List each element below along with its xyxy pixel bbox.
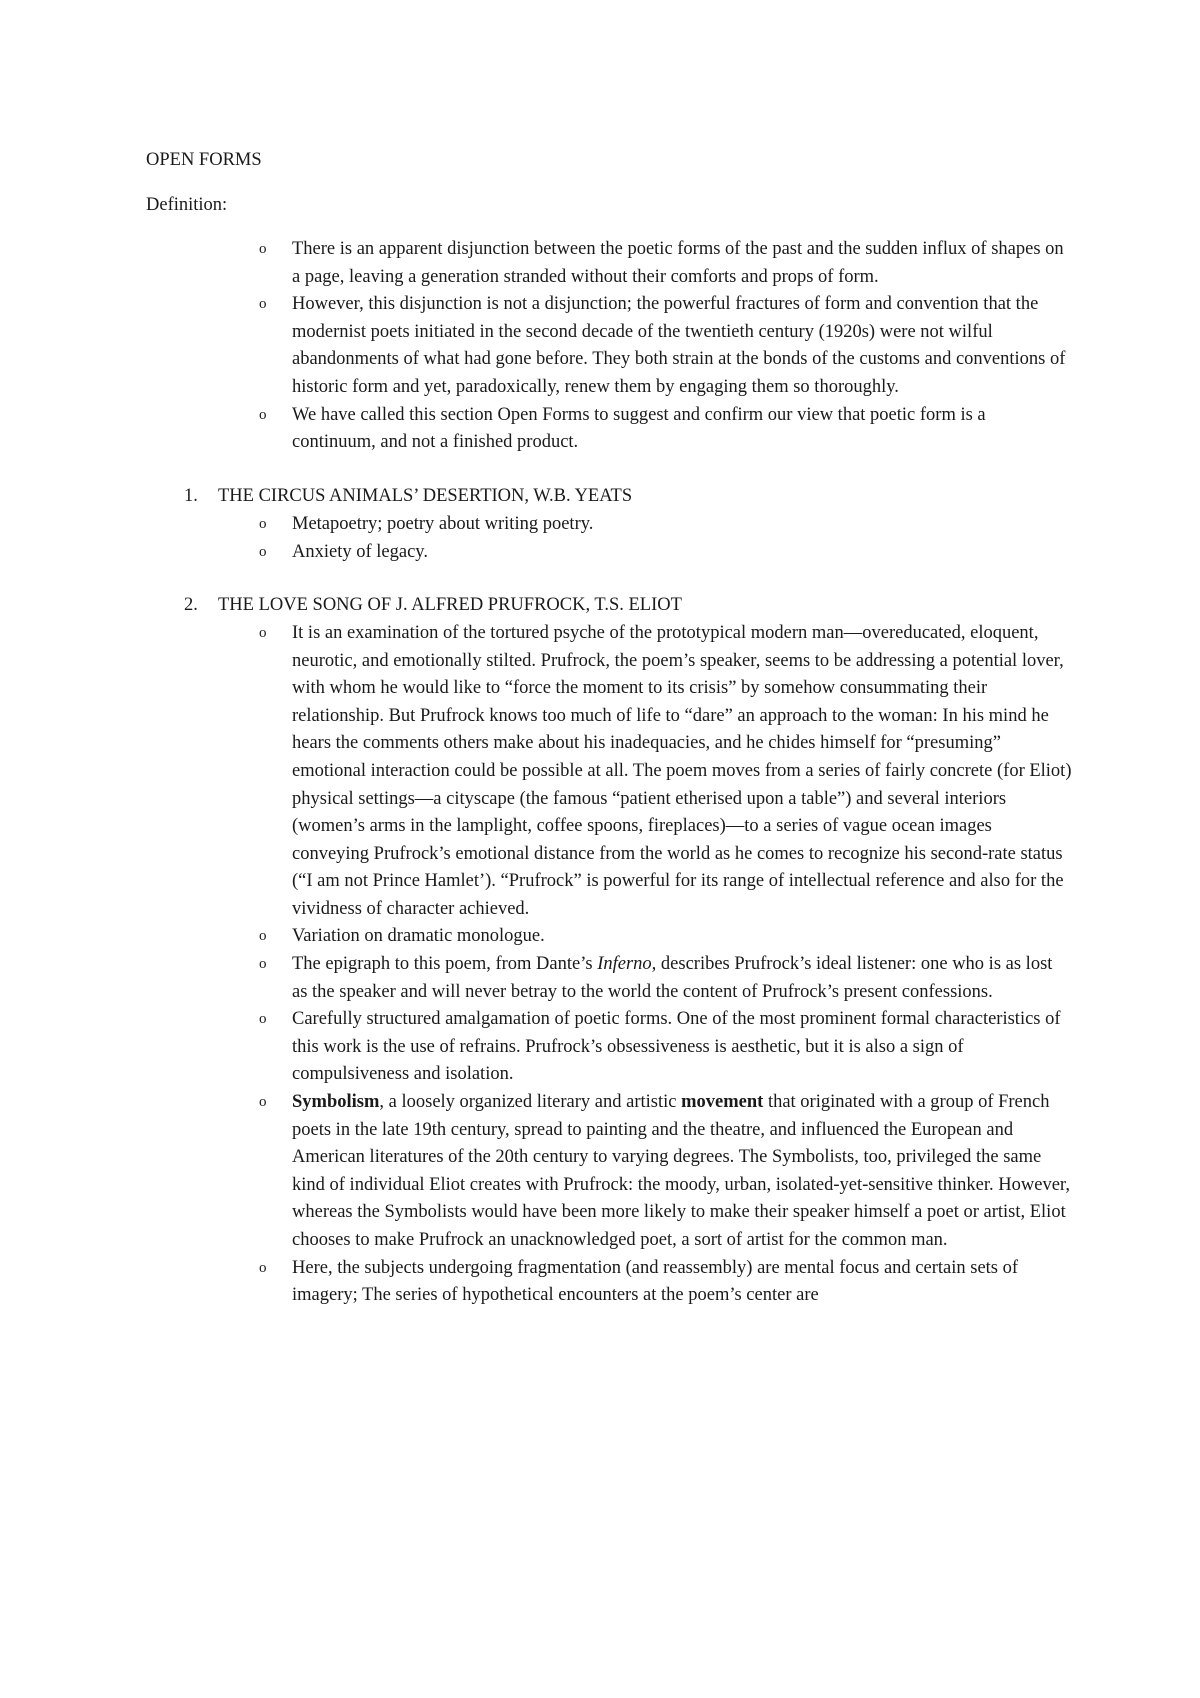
- list-item: [146, 1255, 1072, 1310]
- section-bullet-list: [146, 510, 1066, 566]
- bullet-marker: o: [259, 928, 267, 945]
- bullet-marker: o: [259, 624, 267, 641]
- bullet-text: describes Prufrock’s ideal listener: one who is as lost as the speaker and will never betray to the world the content of Prufrock’s present confessions.: [292, 954, 1053, 1002]
- definition-bullet-list: [146, 236, 1066, 457]
- definition-label: Definition:: [146, 195, 228, 215]
- list-item: [146, 951, 1072, 1006]
- list-item: [146, 510, 1072, 538]
- italic-text: Inferno,: [597, 954, 657, 975]
- document-title: OPEN FORMS: [146, 150, 262, 170]
- section-heading: [146, 592, 1066, 620]
- bullet-text: , a loosely organized literary and artistic: [379, 1092, 682, 1113]
- bullet-text: Carefully structured amalgamation of poetic forms. One of the most prominent formal characteristics of this work is the use of refrains. Prufrock’s obsessiveness is aesthetic, but it is also a sign of compulsiveness and isolation.: [292, 1009, 1061, 1085]
- bullet-marker: o: [259, 956, 267, 973]
- list-item: [146, 538, 1072, 566]
- bullet-text: There is an apparent disjunction between the poetic forms of the past and the sudden influx of shapes on a page, leaving a generation stranded without their comforts and props of form.: [292, 239, 1064, 287]
- section-yeats: [146, 483, 1066, 567]
- list-item: [146, 236, 1072, 291]
- bullet-marker: o: [259, 296, 267, 313]
- list-item: [146, 1006, 1072, 1089]
- bullet-text: It is an examination of the tortured psyche of the prototypical modern man—overeducated, eloquent, neurotic, and emotionally stilted. Prufrock, the poem’s speaker, seems to be addressing a potential lover, with whom he would like to “force the moment to its crisis” by somehow consummating their relationship. But Prufrock knows too much of life to “dare” an approach to the woman: In his mind he hears the comments others make about his inadequacies, and he chides himself for “presuming” emotional interaction could be possible at all. The poem moves from a series of fairly concrete (for Eliot) physical settings—a cityscape (the famous “patient etherised upon a table”) and several interiors (women’s arms in the lamplight, coffee spoons, fireplaces)—to a series of vague ocean images conveying Prufrock’s emotional distance from the world as he comes to recognize his second-rate status (“I am not Prince Hamlet’). “Prufrock” is powerful for its range of intellectual reference and also for the vividness of character achieved.: [292, 622, 1072, 919]
- list-item: [146, 923, 1072, 951]
- bullet-marker: o: [259, 1094, 267, 1111]
- bullet-marker: o: [259, 241, 267, 257]
- document-page: [146, 140, 1072, 1310]
- bullet-text: The epigraph to this poem, from Dante’s: [292, 954, 598, 975]
- bullet-text: Variation on dramatic monologue.: [292, 926, 545, 947]
- section-heading: [146, 483, 1066, 511]
- bullet-text: We have called this section Open Forms to suggest and confirm our view that poetic form is a continuum, and not a finished product.: [292, 404, 986, 453]
- bullet-marker: o: [259, 516, 267, 533]
- section-eliot: [146, 592, 1072, 1309]
- bullet-text: Anxiety of legacy.: [292, 542, 428, 563]
- bullet-text: Metapoetry; poetry about writing poetry.: [292, 514, 594, 535]
- bullet-marker: o: [259, 1011, 267, 1028]
- bullet-text: However, this disjunction is not a disjunction; the powerful fractures of form and convention that the modernist poets initiated in the second decade of the twentieth century (1920s) were not wilful abandonments of what had gone before. They both strain at the bonds of the customs and conventions of historic form and yet, paradoxically, renew them by engaging them so thoroughly.: [292, 294, 1066, 397]
- bullet-marker: o: [259, 406, 267, 423]
- section-bullet-list: [146, 620, 1072, 1310]
- list-item: [146, 402, 1072, 457]
- bullet-text: that originated with a group of French poets in the late 19th century, spread to painting and the theatre, and influenced the European and American literatures of the 20th century to varying degrees. The Symbolists, too, privileged the same kind of individual Eliot creates with Prufrock: the moody, urban, isolated-yet-sensitive thinker. However, whereas the Symbolists would have been more likely to make their speaker himself a poet or artist, Eliot chooses to make Prufrock an unacknowledged poet, a sort of artist for the common man.: [292, 1092, 1070, 1250]
- list-item: [146, 291, 1072, 401]
- list-item: [146, 1089, 1072, 1255]
- bullet-marker: o: [259, 544, 267, 561]
- bullet-text: Here, the subjects undergoing fragmentation (and reassembly) are mental focus and certain sets of imagery; The series of hypothetical encounters at the poem’s center are: [292, 1257, 1019, 1306]
- section-title: THE LOVE SONG OF J. ALFRED PRUFROCK, T.S. ELIOT: [218, 595, 682, 616]
- list-item: [146, 620, 1072, 924]
- bullet-marker: o: [259, 1259, 267, 1276]
- section-number: 1.: [184, 485, 198, 506]
- bold-term: Symbolism: [292, 1092, 380, 1113]
- bold-term: movement: [681, 1092, 764, 1113]
- section-number: 2.: [184, 595, 198, 616]
- section-title: THE CIRCUS ANIMALS’ DESERTION, W.B. YEATS: [218, 485, 633, 506]
